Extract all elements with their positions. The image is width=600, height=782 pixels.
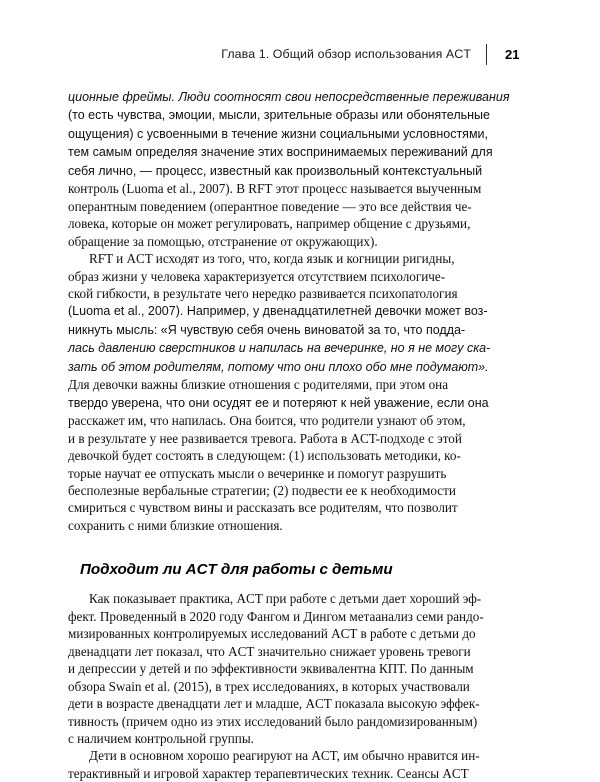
p1-line-3: ощущения) с усвоенными в течение жизни социальными условностями,: [68, 126, 488, 141]
p2-line-1: RFT и ACT исходят из того, что, когда язык и когниции ригидны,: [89, 251, 455, 267]
p4-line-2: терактивный и игровой характер терапевтических техник. Сеансы ACT: [68, 765, 469, 781]
p2-line-14: бесполезные вербальные стратегии; (2) подвести ее к необходимости: [68, 482, 456, 498]
running-head-chapter-title: Глава 1. Общий обзор использования ACT: [221, 47, 471, 61]
paragraph-continued: [68, 88, 533, 250]
p2-line-6: лась давлению сверстников и напилась на вечеринке, но я не могу ска-: [68, 341, 491, 356]
p4-line-1: Дети в основном хорошо реагируют на ACT, им обычно нравится ин-: [89, 748, 480, 764]
p1-line-5: себя лично, — процесс, известный как произвольный контекстуальный: [68, 163, 483, 178]
p1-line-2: (то есть чувства, эмоции, мысли, зрительные образы или обонятельные: [68, 108, 490, 123]
heading-space-after: [68, 580, 533, 590]
p2-line-3: ской гибкости, в результате чего нередко развивается психопатология: [68, 285, 458, 301]
p3-line-4: двенадцати лет показал, что ACT значительно снижает уровень тревоги: [68, 643, 471, 659]
p1-line-6: контроль (Luoma et al., 2007). В RFT этот процесс называется выученным: [68, 181, 482, 197]
p3-line-7: дети в возрасте двенадцати лет и младше, ACT показала высокую эффек-: [68, 696, 480, 712]
p2-line-9: твердо уверена, что они осудят ее и потеряют к ней уважение, если она: [68, 395, 489, 410]
paragraph-rft-act: [68, 250, 533, 534]
p2-line-12: девочкой будет состоять в следующем: (1) использовать методики, ко-: [68, 448, 461, 464]
p3-line-5: и депрессии у детей и по эффективности эквивалентна КПТ. По данным: [68, 661, 474, 677]
p2-line-16: сохранить с ними близкие отношения.: [68, 517, 283, 533]
p2-line-8: Для девочки важны близкие отношения с родителями, при этом она: [68, 377, 449, 393]
text-block: [68, 88, 533, 782]
p2-line-11: и в результате у нее развивается тревога. Работа в ACT-подходе с этой: [68, 430, 462, 446]
p1-line-8: ловека, которые он может регулировать, например общение с друзьями,: [68, 216, 471, 232]
running-head: [68, 42, 533, 66]
p2-line-15: смириться с чувством вины и рассказать все родителям, что позволит: [68, 500, 458, 516]
page-number: 21: [505, 46, 520, 62]
p3-line-3: мизированных контролируемых исследований ACT в работе с детьми до: [68, 626, 476, 642]
p2-line-4: (Luoma et al., 2007). Например, у двенадцатилетней девочки может воз-: [68, 304, 488, 319]
p2-line-13: торые научат ее отпускать мысли о вечеринке и помогут разрушить: [68, 465, 447, 481]
p1-line-4: тем самым определяя значение этих воспринимаемых переживаний для: [68, 145, 493, 160]
p1-line-9: обращение за помощью, отстранение от окружающих).: [68, 233, 378, 249]
p2-line-2: образ жизни у человека характеризуется отсутствием психологиче-: [68, 268, 446, 284]
p3-line-8: тивность (причем одно из этих исследований было рандомизированным): [68, 713, 478, 729]
paragraph-children-react: [68, 747, 533, 782]
p2-line-5: никнуть мысль: «Я чувствую себя очень виноватой за то, что подда-: [68, 322, 466, 337]
heading-space-before: [68, 534, 533, 560]
paragraph-practice: [68, 590, 533, 747]
p3-line-2: фект. Проведенный в 2020 году Фангом и Дингом метаанализ семи рандо-: [68, 608, 484, 624]
p3-line-1: Как показывает практика, ACT при работе с детьми дает хороший эф-: [89, 591, 482, 607]
section-heading: Подходит ли ACT для работы с детьми: [80, 561, 393, 579]
p2-line-10: расскажет им, что напилась. Она боится, что родители узнают об этом,: [68, 413, 466, 429]
p1-line-1-italic-lead: ционные фреймы. Люди соотносят свои непосредственные переживания: [68, 90, 510, 104]
p2-line-7: зать об этом родителям, потому что они плохо обо мне подумают».: [68, 359, 489, 374]
p1-line-7: оперантным поведением (оперантное поведение — это все действия че-: [68, 198, 472, 214]
p3-line-6: обзора Swain et al. (2015), в трех исследованиях, в которых участвовали: [68, 678, 470, 694]
p3-line-9: с наличием контрольной группы.: [68, 730, 254, 746]
